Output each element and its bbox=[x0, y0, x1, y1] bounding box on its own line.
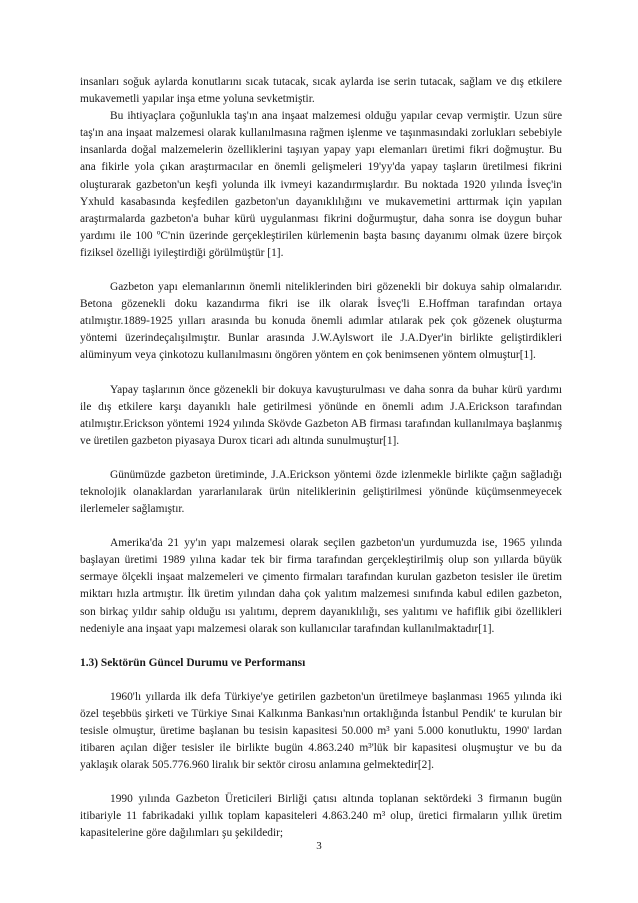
section-heading: 1.3) Sektörün Güncel Durumu ve Performansı bbox=[80, 656, 306, 669]
page-number: 3 bbox=[316, 840, 322, 852]
document-body bbox=[80, 74, 562, 843]
paragraph-turkey-1960s: 1960'lı yıllarda ilk defa Türkiye'ye getirilen gazbeton'un üretilmeye başlanması 1965 yılında iki özel teşebbüs şirketi ve Türkiye Sınai Kalkınma Bankası'nın ortaklığında İstanbul Pendik' te kurulan bir tesisle olmuştur, üretime başlanan bu tesisin kapasitesi 50.000 m³ yani 5.000 konutluktu, 1990' lardan itibaren açılan diğer tesisler ile birlikte bugün 4.863.240 m³'lük bir kapasitesi oluşmuştur ve bu da yaklaşık olarak 505.776.960 liralık bir sektör cirosu anlamına gelmektedir[2]. bbox=[80, 690, 562, 772]
paragraph-erickson: Yapay taşlarının önce gözenekli bir dokuya kavuşturulması ve daha sonra da buhar kürü yardımı ile dış etkilere karşı dayanıklı hale getirilmesi yönünde en önemli adım J.A.Erickson tarafından atılmıştır.Erickson yöntemi 1924 yılında Skövde Gazbeton AB firması tarafından kullanılmaya başlanmış ve üretilen gazbeton piyasaya Durox ticari adı altında sunulmuştur[1]. bbox=[80, 383, 562, 447]
paragraph-modern-production: Günümüzde gazbeton üretiminde, J.A.Erickson yöntemi özde izlenmekle birlikte çağın sağladığı teknolojik olanaklardan yararlanılarak ürün niteliklerinin geliştirilmesi yönünde küçümsenmeyecek ilerlemeler sağlamıştır. bbox=[80, 468, 562, 516]
paragraph-producers-union: 1990 yılında Gazbeton Üreticileri Birliği çatısı altında toplanan sektördeki 3 firmanın bugün itibariyle 11 fabrikadaki yıllık toplam kapasiteleri 4.863.240 m³ olup, üretici firmaların yıllık üretim kapasitelerine göre dağılımları şu şekildedir; bbox=[80, 793, 562, 840]
paragraph-continuation: insanları soğuk aylarda konutlarını sıcak tutacak, sıcak aylarda ise serin tutacak, sağlam ve dış etkilere mukavemetli yapılar inşa etme yoluna sevketmiştir. bbox=[80, 76, 562, 106]
paragraph-porous-texture: Gazbeton yapı elemanlarının önemli niteliklerinden biri gözenekli bir dokuya sahip olmalarıdır. Betona gözenekli doku kazandırma fikri ise ilk olarak İsveç'li E.Hoffman tarafından ortaya atılmıştır.1889-1925 yılları arasında bu konuda önemli adımlar atılarak pek çok gözenek oluşturma yöntemi üzerindeçalışılmıştır. Bunlar arasında J.W.Aylswort ile J.A.Dyer'in birlikte geliştirdikleri alüminyum veya çinkotozu kullanılmasını öngören yöntem en çok benimsenen yöntem olmuştur[1]. bbox=[80, 281, 562, 362]
paragraph-history: Bu ihtiyaçlara çoğunlukla taş'ın ana inşaat malzemesi olduğu yapılar cevap vermiştir. Uzun süre taş'ın ana inşaat malzemesi olarak kullanılmasına rağmen işlenme ve taşınmasındaki zorlukları sebebiyle insanlarda doğal malzemelerin özelliklerini taşıyan yapay yapı elemanları üretimi fikri doğmuştur. Bu ana fikirle yola çıkan araştırmacılar en önemli gelişmeleri 19'yy'da yapay taşların üretilmesi fikrini oluşturarak gazbeton'un keşfi yolunda ilk ivmeyi kazandırmışlardır. Bu noktada 1920 yılında İsveç'in Yxhuld kasabasında keşfedilen gazbeton'un dayanıklılığını ve mukavemetini arttırmak için yapılan araştırmalarda gazbeton'a buhar kürü uygulanması fikrini doğurmuştur, daha sonra ise doygun buhar yardımı ile 100 ºC'nin üzerinde gerçekleştirilen kürlemenin başta basınç dayanımı olmak üzere birçok fiziksel özelliği iyileştirdiği görülmüştür [1]. bbox=[80, 110, 562, 259]
paragraph-america: Amerika'da 21 yy'ın yapı malzemesi olarak seçilen gazbeton'un yurdumuzda ise, 1965 yılında başlayan üretimi 1989 yılına kadar tek bir firma tarafından gerçekleştirilmiş olup son yıllarda büyük sermaye ölçekli inşaat malzemeleri ve çimento firmaları tarafından kurulan gazbeton tesisler ile üretim miktarı hızla artmıştır. İlk üretim yılından daha çok yalıtım malzemesi sınıfında kabul edilen gazbeton, son birkaç yıldır sahip olduğu ısı yalıtımı, deprem dayanıklılığı, ses yalıtımı ve hafiflik gibi özellikleri nedeniyle ana inşaat yapı malzemesi olarak son kullanıcılar tarafından kullanılmaktadır[1]. bbox=[80, 537, 562, 635]
